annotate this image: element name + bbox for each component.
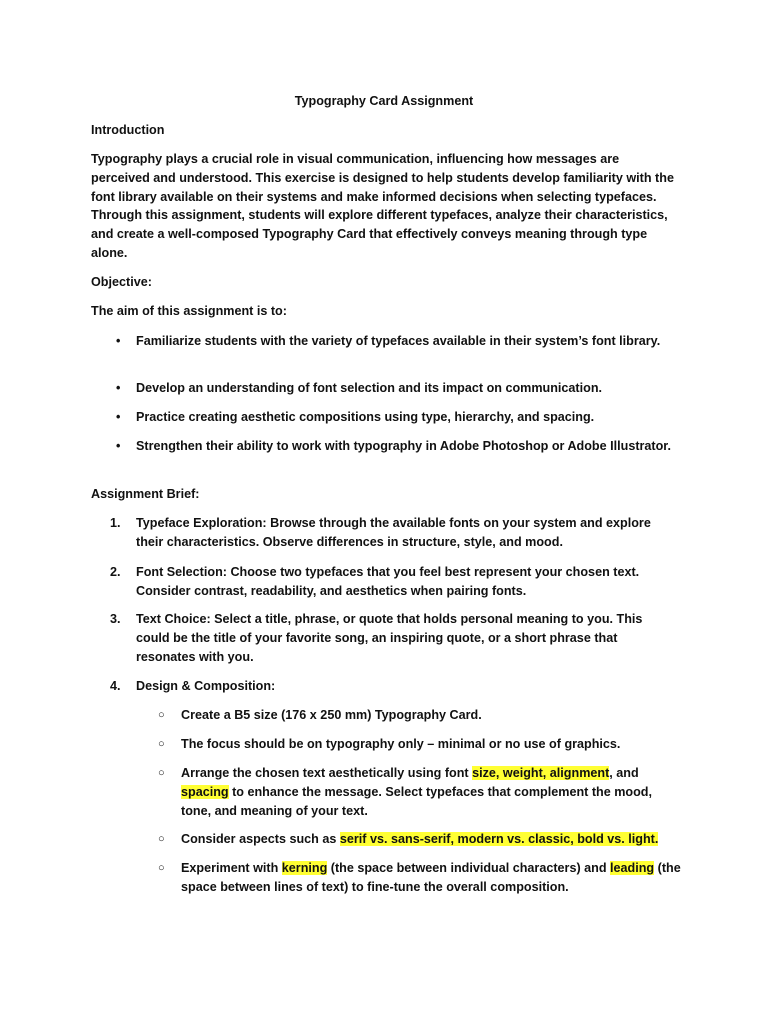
design-text-part: to enhance the message. Select typefaces that complement the mood, tone, and meaning of your text. bbox=[181, 784, 653, 818]
aim-text: The aim of this assignment is to: bbox=[91, 304, 287, 318]
design-text-part: , and bbox=[609, 766, 639, 780]
highlighted-text: kerning bbox=[281, 861, 328, 875]
highlighted-text: spacing bbox=[181, 784, 229, 799]
design-text: The focus should be on typography only – minimal or no use of graphics. bbox=[181, 737, 621, 751]
design-item bbox=[158, 830, 681, 849]
objective-heading: Objective: bbox=[91, 275, 152, 289]
objective-text: Develop an understanding of font selection and its impact on communication. bbox=[136, 381, 603, 395]
brief-text: Font Selection: Choose two typefaces that you feel best represent your chosen text. Consider contrast, readability, and aesthetics when pairing fonts. bbox=[136, 565, 640, 598]
design-text-part: (the space between lines of text) to fine-tune the overall composition. bbox=[181, 861, 681, 894]
objective-item bbox=[116, 379, 676, 398]
brief-text: Typeface Exploration: Browse through the available fonts on your system and explore their characteristics. Observe differences in structure, style, and mood. bbox=[136, 516, 651, 549]
design-item bbox=[158, 735, 681, 754]
brief-text: Design & Composition: bbox=[136, 679, 276, 693]
highlighted-text: size, weight, alignment bbox=[472, 766, 610, 780]
objective-text: Familiarize students with the variety of typefaces available in their system’s font library. bbox=[136, 334, 661, 348]
objective-item bbox=[116, 408, 676, 427]
assignment-brief-heading: Assignment Brief: bbox=[91, 487, 200, 501]
bullet-icon: • bbox=[116, 334, 121, 348]
list-number: 1. bbox=[110, 516, 121, 530]
design-text-part: (the space between individual characters) and bbox=[327, 861, 611, 875]
brief-item bbox=[110, 563, 676, 601]
bullet-icon: • bbox=[116, 439, 121, 453]
list-number: 2. bbox=[110, 565, 121, 579]
brief-item bbox=[110, 677, 676, 696]
circle-bullet-icon: ○ bbox=[158, 767, 165, 779]
highlighted-text: serif vs. sans-serif, modern vs. classic, bold vs. light. bbox=[339, 832, 659, 846]
design-text: Create a B5 size (176 x 250 mm) Typography Card. bbox=[181, 708, 482, 722]
bullet-icon: • bbox=[116, 410, 121, 424]
objective-item bbox=[116, 437, 676, 456]
design-item bbox=[158, 706, 681, 725]
design-item bbox=[158, 764, 681, 820]
introduction-heading: Introduction bbox=[91, 123, 165, 137]
design-item bbox=[158, 859, 681, 897]
document-title: Typography Card Assignment bbox=[294, 94, 474, 108]
objective-text: Strengthen their ability to work with typography in Adobe Photoshop or Adobe Illustrator. bbox=[136, 439, 672, 453]
objective-item bbox=[116, 332, 676, 351]
design-text-part: Experiment with bbox=[181, 861, 282, 875]
design-text-part: Arrange the chosen text aesthetically using font bbox=[181, 766, 473, 780]
brief-item bbox=[110, 514, 676, 552]
introduction-paragraph: Typography plays a crucial role in visual communication, influencing how messages are perceived and understood. This exercise is designed to help students develop familiarity with the font library available on their systems and make informed decisions when selecting typefaces. Through this assignment, students will explore different typefaces, analyze their characteristics, and create a well-composed Typography Card that effectively conveys meaning through type alone. bbox=[91, 152, 674, 260]
bullet-icon: • bbox=[116, 381, 121, 395]
circle-bullet-icon: ○ bbox=[158, 709, 165, 721]
list-number: 4. bbox=[110, 679, 121, 693]
circle-bullet-icon: ○ bbox=[158, 833, 165, 845]
list-number: 3. bbox=[110, 612, 121, 626]
highlighted-text: leading bbox=[610, 861, 655, 875]
objective-text: Practice creating aesthetic compositions using type, hierarchy, and spacing. bbox=[136, 410, 595, 424]
circle-bullet-icon: ○ bbox=[158, 862, 165, 874]
design-text-part: Consider aspects such as bbox=[181, 832, 340, 846]
circle-bullet-icon: ○ bbox=[158, 738, 165, 750]
brief-text: Text Choice: Select a title, phrase, or quote that holds personal meaning to you. This could be the title of your favorite song, an inspiring quote, or a short phrase that resonates with you. bbox=[136, 612, 643, 664]
brief-item bbox=[110, 610, 676, 666]
